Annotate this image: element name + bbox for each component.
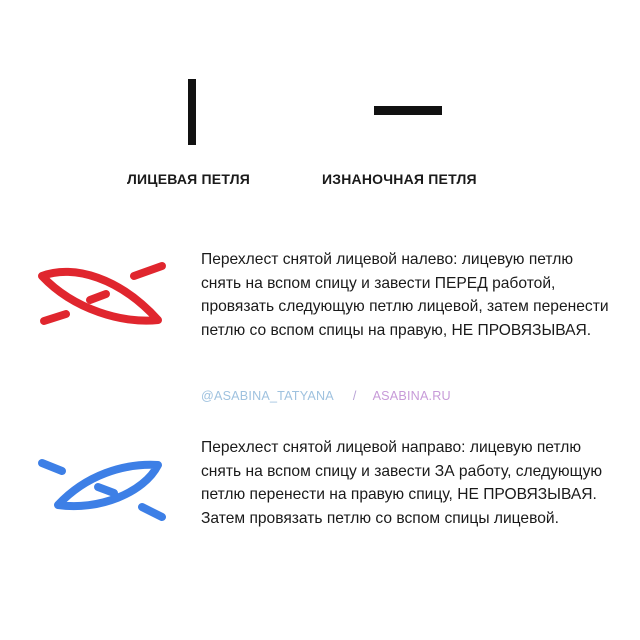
purl-stitch-symbol — [374, 106, 442, 115]
left-cross-stitch-strokes — [42, 266, 162, 321]
author-website: ASABINA.RU — [372, 389, 451, 403]
right-cross-stitch-description: Перехлест снятой лицевой направо: лицевую петлю снять на вспом спицу и завести ЗА работу, следующую петлю перенести на правую спицу, НЕ ПРОВЯЗЫВАЯ. Затем провязать петлю со вспом спицы лицевой. — [201, 439, 603, 527]
knit-stitch-symbol — [188, 79, 196, 145]
purl-stitch-label: ИЗНАНОЧНАЯ ПЕТЛЯ — [322, 171, 477, 187]
left-cross-stitch-icon — [34, 250, 174, 350]
right-cross-stitch-strokes — [42, 463, 162, 517]
right-cross-stitch-icon — [34, 445, 174, 545]
credit-line — [201, 389, 451, 403]
author-handle: @ASABINA_TATYANA — [201, 389, 334, 403]
left-cross-stitch-description: Перехлест снятой лицевой налево: лицевую петлю снять на вспом спицу и завести ПЕРЕД работой, провязать следующую петлю лицевой, затем перенести петлю со вспом спицы на правую, НЕ ПРОВЯЗЫВАЯ. — [201, 251, 609, 339]
credit-separator: / — [352, 389, 357, 403]
knit-stitch-label: ЛИЦЕВАЯ ПЕТЛЯ — [127, 171, 251, 187]
